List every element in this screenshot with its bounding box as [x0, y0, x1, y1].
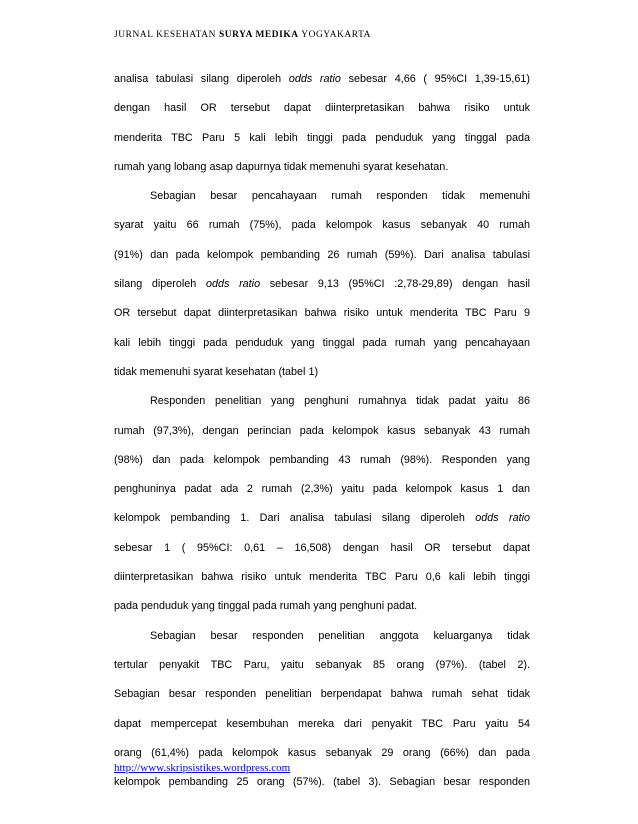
- paragraph-line: dapat mempercepat kesembuhan mereka dari penyakit TBC Paru yaitu 54: [114, 717, 530, 730]
- paragraph-line: dengan hasil OR tersebut dapat diinterpretasikan bahwa risiko untuk: [114, 102, 530, 115]
- paragraph-line: syarat yaitu 66 rumah (75%), pada kelompok kasus sebanyak 40 rumah: [114, 219, 530, 232]
- paragraph-line: (98%) dan pada kelompok pembanding 43 rumah (98%). Responden yang: [114, 453, 530, 466]
- paragraph-line: tidak memenuhi syarat kesehatan (tabel 1): [114, 365, 319, 378]
- italic-term: odds ratio: [205, 278, 261, 291]
- paragraph-line: tertular penyakit TBC Paru, yaitu sebanyak 85 orang (97%). (tabel 2).: [114, 658, 530, 671]
- paragraph-line: kali lebih tinggi pada penduduk yang tinggal pada rumah yang pencahayaan: [114, 336, 530, 349]
- paragraph-line: Sebagian besar responden penelitian berpendapat bahwa rumah sehat tidak: [114, 688, 530, 701]
- paragraph-line: OR tersebut dapat diinterpretasikan bahwa risiko untuk menderita TBC Paru 9: [114, 307, 530, 320]
- article-body: [114, 65, 530, 797]
- paragraph-line: orang (61,4%) pada kelompok kasus sebanyak 29 orang (66%) dan pada: [114, 746, 530, 759]
- footer-url-link[interactable]: http://www.skripsistikes.wordpress.com: [114, 762, 291, 774]
- paragraph-line: diinterpretasikan bahwa risiko untuk menderita TBC Paru 0,6 kali lebih tinggi: [114, 571, 530, 584]
- paragraph-first-line: Sebagian besar responden penelitian anggota keluarganya tidak: [150, 629, 530, 642]
- paragraph-line: analisa tabulasi silang diperoleh odds ratio sebesar 4,66 ( 95%CI 1,39-15,61): [114, 73, 531, 85]
- italic-term: odds ratio: [288, 73, 341, 85]
- paragraph-line: pada penduduk yang tinggal pada rumah yang penghuni padat.: [114, 600, 418, 613]
- journal-header-part3: YOGYAKARTA: [298, 30, 372, 40]
- paragraph-first-line: Responden penelitian yang penghuni rumahnya tidak padat yaitu 86: [150, 395, 530, 408]
- paragraph-line: sebesar 1 ( 95%CI: 0,61 – 16,508) dengan hasil OR tersebut dapat: [114, 541, 530, 554]
- paragraph-line: menderita TBC Paru 5 kali lebih tinggi pada penduduk yang tinggal pada: [114, 131, 530, 144]
- paragraph-line: rumah yang lobang asap dapurnya tidak memenuhi syarat kesehatan.: [114, 160, 449, 173]
- paragraph-line: (91%) dan pada kelompok pembanding 26 rumah (59%). Dari analisa tabulasi: [114, 248, 530, 261]
- journal-header: [114, 30, 371, 40]
- paragraph-line: kelompok pembanding 1. Dari analisa tabulasi silang diperoleh odds ratio: [114, 512, 530, 525]
- journal-header-brand: SURYA MEDIKA: [218, 30, 299, 40]
- paragraph-line: penghuninya padat ada 2 rumah (2,3%) yaitu pada kelompok kasus 1 dan: [114, 483, 530, 496]
- italic-term: odds ratio: [475, 512, 530, 525]
- paragraph-line: silang diperoleh odds ratio sebesar 9,13 (95%CI :2,78-29,89) dengan hasil: [114, 278, 530, 291]
- paragraph-line: kelompok pembanding 25 orang (57%). (tabel 3). Sebagian besar responden: [114, 776, 530, 789]
- paragraph-first-line: Sebagian besar pencahayaan rumah responden tidak memenuhi: [150, 190, 530, 203]
- paragraph-line: rumah (97,3%), dengan perincian pada kelompok kasus sebanyak 43 rumah: [114, 424, 530, 437]
- journal-header-part1: JURNAL KESEHATAN: [114, 30, 219, 40]
